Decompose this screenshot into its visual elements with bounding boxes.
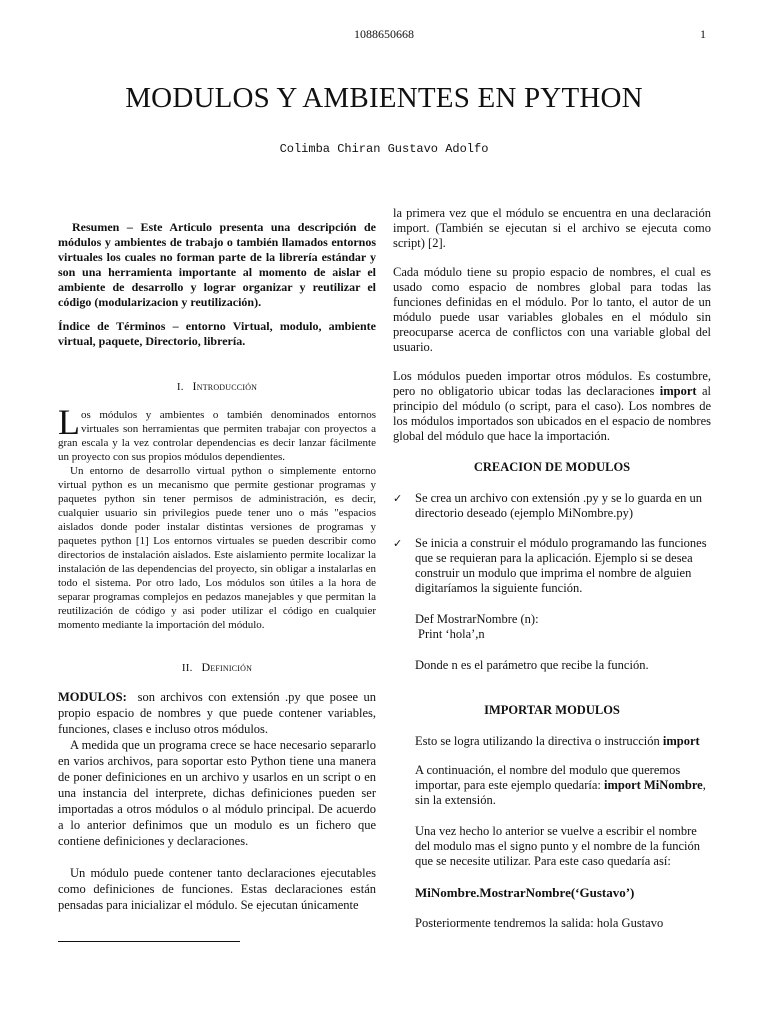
index-terms: Índice de Términos – entorno Virtual, modulo, ambiente virtual, paquete, Directorio, librería. bbox=[58, 319, 376, 348]
parameter-note: Donde n es el parámetro que recibe la función. bbox=[415, 658, 649, 672]
page-number: 1 bbox=[700, 27, 706, 41]
right-text-3b: al principio del módulo (o script, para el caso). Los nombres de los módulos importados son ubicados en el espacio de nombres global del módulo que hace la importación. bbox=[393, 384, 712, 443]
intro-paragraph-2: Un entorno de desarrollo virtual python o simplemente entorno virtual python es un mecanismo que permite gestionar programas y paquetes python sin tener permisos de administración, es decir, cualquier usuario sin privilegios puede tener uno o más "espacios aislados donde poder instalar distintas versiones de programas y paquetes python [1] Los entornos virtuales se pueden describir como directorios de instalación aislados. Este aislamiento permite localizar la instalación de las dependencias del proyecto, sin obligar a instalarlas en todo el sistema. Por otro lado, Los módulos son útiles a la hora de separar programas complejos en pedazos manejables y que permitan la reutilización de código y asi poder utilizar el código en cualquier momento mediante la importación del módulo. bbox=[58, 465, 376, 631]
section-heading-definicion bbox=[58, 660, 376, 676]
right-paragraph-1: la primera vez que el módulo se encuentra en una declaración import. (También se ejecutan si el archivo se ejecuta como script) [2]. bbox=[393, 206, 711, 250]
section-title: Introducción bbox=[192, 379, 258, 393]
call-example: MiNombre.MostrarNombre(‘Gustavo’) bbox=[415, 885, 635, 900]
section-number: I. bbox=[176, 381, 184, 393]
bullet-text-1: Se crea un archivo con extensión .py y se lo guarda en un directorio deseado (ejemplo MiNombre.py) bbox=[415, 491, 703, 520]
continuation-paragraph bbox=[393, 763, 711, 808]
code-line-2: Print ‘hola’,n bbox=[418, 627, 485, 641]
output-paragraph: Posteriormente tendremos la salida: hola Gustavo bbox=[415, 916, 664, 930]
checkmark-icon: ✓ bbox=[393, 537, 403, 550]
continuation-text-b: , sin la extensión. bbox=[415, 778, 706, 807]
right-column bbox=[393, 206, 711, 931]
heading-creacion: CREACION DE MODULOS bbox=[473, 460, 631, 474]
code-line-1: Def MostrarNombre (n): bbox=[415, 612, 539, 626]
bullet-item-1 bbox=[393, 491, 711, 521]
abstract: Resumen – Este Articulo presenta una descripción de módulos y ambientes de trabajo o también llamados entornos virtuales los cuales no forman parte de la librería estándar y son una herramienta importante al momento de aislar el ambiente de desarrollo y lograr organizar y reutilizar el código (modularizacion y reutilización). bbox=[58, 220, 376, 309]
checkmark-icon: ✓ bbox=[393, 492, 403, 505]
footnote-rule bbox=[58, 941, 240, 942]
import-text: Esto se logra utilizando la directiva o instrucción bbox=[415, 734, 660, 748]
definition-label: MODULOS: bbox=[58, 690, 127, 704]
intro-text-1: os módulos y ambientes o también denominados entornos virtuales son herramientas que permiten trabajar con proyectos a gran escala y la vez controlar dependencias es decir lanzar fácilmente un proyecto con sus propios módulos dependientes. bbox=[58, 409, 376, 463]
drop-cap: L bbox=[58, 402, 80, 442]
section-title: Definición bbox=[201, 660, 253, 674]
section-heading-introduccion bbox=[58, 379, 376, 395]
left-column bbox=[58, 220, 376, 913]
header-id: 1088650668 bbox=[354, 27, 414, 41]
section-number: II. bbox=[181, 662, 193, 674]
definition-text-1: son archivos con extensión .py que posee un propio espacio de nombres y que puede contener variables, funciones, clases e incluso otros módulos. bbox=[58, 690, 376, 736]
right-text-3a: Los módulos pueden importar otros módulos. Es costumbre, pero no obligatorio ubicar todas las declaraciones bbox=[393, 369, 711, 398]
bullet-item-2 bbox=[393, 536, 711, 596]
import-paragraph bbox=[393, 734, 711, 749]
author-name: Colimba Chiran Gustavo Adolfo bbox=[279, 142, 489, 156]
definition-paragraph-3: Un módulo puede contener tanto declaraciones ejecutables como definiciones de funciones. Estas declaraciones están pensadas para inicializar el módulo. Se ejecutan únicamente bbox=[58, 866, 376, 912]
continuation-text: A continuación, el nombre del modulo que queremos importar, para este ejemplo quedaría: bbox=[415, 763, 681, 792]
call-paragraph: Una vez hecho lo anterior se vuelve a escribir el nombre del modulo mas el signo punto y el nombre de la función que se necesite utilizar. Para este caso quedaría así: bbox=[415, 824, 701, 868]
import-keyword: import bbox=[659, 384, 697, 398]
intro-paragraph-1 bbox=[58, 402, 376, 464]
right-paragraph-2: Cada módulo tiene su propio espacio de nombres, el cual es usado como espacio de nombres global para todas las funciones definidas en el módulo. Por lo tanto, el autor de un módulo puede usar variables globales en el módulo sin preocuparse acerca de conflictos con una variable global del usuario. bbox=[393, 265, 711, 354]
right-paragraph-3 bbox=[393, 369, 711, 444]
bullet-text-2: Se inicia a construir el módulo programando las funciones que se requieran para la aplicación. Ejemplo si se desea construir un modulo que imprima el nombre de alguien digitaríamos la siguiente función. bbox=[415, 536, 707, 595]
paper-title: MODULOS Y AMBIENTES EN PYTHON bbox=[125, 82, 643, 114]
heading-importar: IMPORTAR MODULOS bbox=[484, 703, 620, 717]
definition-paragraph-2: A medida que un programa crece se hace necesario separarlo en varios archivos, para soportar esto Python tiene una manera de poner definiciones en un archivo y usarlos en un script o en una instancia del interprete, dichas definiciones pueden ser importadas a otros módulos o al módulo principal. De acuerdo a lo anterior definimos que un modulo es un fichero que contiene definiciones y declaraciones. bbox=[58, 738, 376, 848]
definition-paragraph-1 bbox=[58, 689, 376, 737]
import-keyword: import bbox=[662, 734, 700, 748]
import-statement: import MiNombre bbox=[604, 778, 703, 792]
